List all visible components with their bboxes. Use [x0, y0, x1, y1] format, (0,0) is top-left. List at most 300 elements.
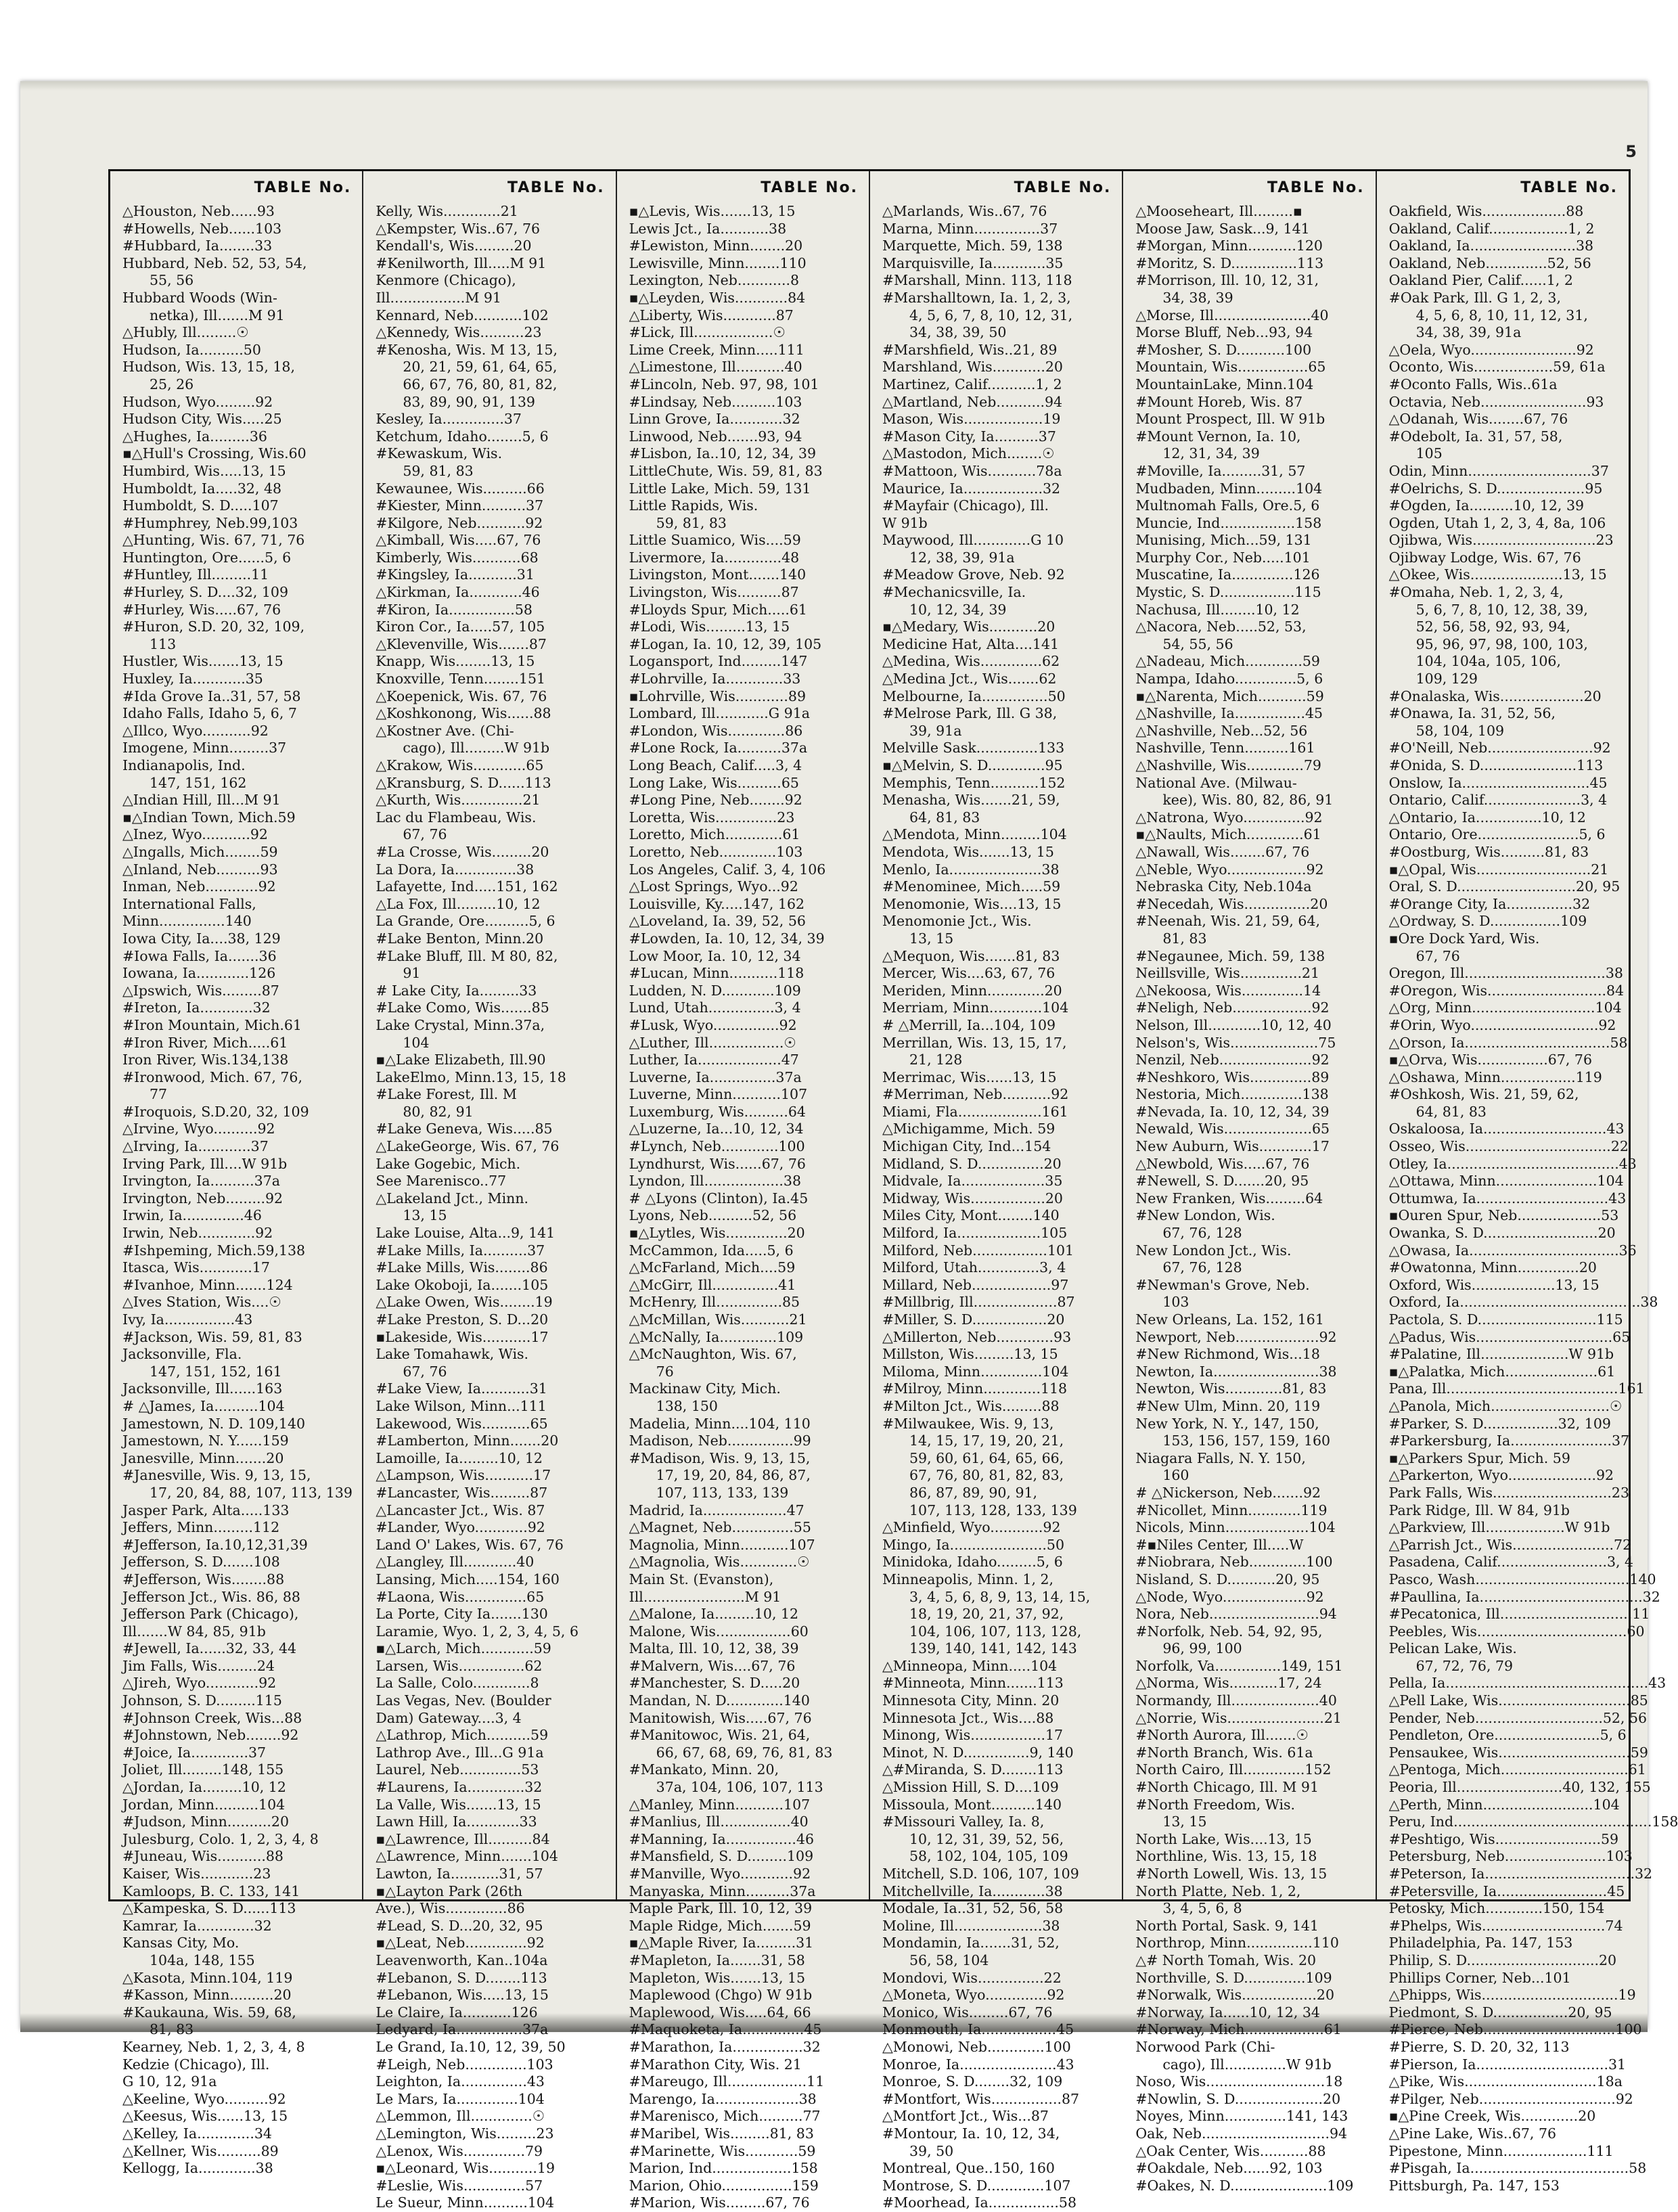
- station-entry: ▪Ouren Spur, Neb...................53: [1388, 1207, 1619, 1224]
- station-entry: Luverne, Minn...........107: [629, 1086, 808, 1103]
- station-entry: ▪△Indian Town, Mich.59: [122, 809, 296, 826]
- station-entry: #Lodi, Wis.........13, 15: [629, 618, 790, 635]
- station-entry: #Oak Park, Ill. G 1, 2, 3,: [1388, 289, 1561, 306]
- station-entry: △Parkview, Ill..................W 91b: [1388, 1519, 1610, 1536]
- station-entry: △Nashville, Wis.............79: [1135, 757, 1321, 773]
- station-entry: Nampa, Idaho..............5, 6: [1135, 671, 1323, 687]
- index-column-2: [362, 171, 615, 2211]
- station-entry: Merrillan, Wis. 13, 15, 17,: [882, 1034, 1067, 1051]
- station-entry: #Merriman, Neb...........92: [882, 1086, 1069, 1103]
- station-entry: △Kasota, Minn.104, 119: [122, 1969, 293, 1986]
- station-entry: Main St. (Evanston),: [629, 1571, 774, 1587]
- station-entry: △Mastodon, Mich........☉: [882, 445, 1055, 462]
- station-entry: #Iron River, Mich.....61: [122, 1034, 288, 1051]
- station-entry: LakeElmo, Minn.13, 15, 18: [376, 1068, 566, 1085]
- station-entry: Moose Jaw, Sask...9, 141: [1135, 220, 1310, 237]
- station-entry: #Phelps, Wis............................74: [1388, 1917, 1623, 1934]
- station-entry: Menlo, Ia.....................38: [882, 861, 1060, 878]
- station-entry: 77: [150, 1086, 168, 1103]
- station-entry: ▪△Naults, Mich.............61: [1135, 826, 1321, 843]
- station-entry: #Morgan, Minn...........120: [1135, 238, 1323, 254]
- station-entry: #Neshkoro, Wis..............89: [1135, 1068, 1330, 1085]
- station-entry: 64, 81, 83: [909, 809, 980, 826]
- table-number-header: TABLE No.: [1520, 179, 1618, 196]
- station-entry: #Nicollet, Minn............119: [1135, 1502, 1328, 1518]
- station-entry: Pana, Ill.......................................161: [1388, 1380, 1645, 1397]
- station-entry: ▪△Palatka, Mich.....................61: [1388, 1363, 1616, 1380]
- station-entry: Jordan, Minn..........104: [122, 1796, 286, 1813]
- station-entry: ▪△Opal, Wis..........................21: [1388, 861, 1609, 878]
- station-entry: ▪△Lytles, Wis..............20: [629, 1225, 805, 1242]
- station-entry: Monmouth, Ia.................45: [882, 2021, 1074, 2038]
- station-entry: Little Rapids, Wis.: [629, 497, 758, 514]
- station-entry: #Millbrig, Ill...................87: [882, 1294, 1075, 1311]
- station-entry: Magnolia, Minn...........107: [629, 1536, 815, 1553]
- station-entry: Mount Prospect, Ill. W 91b: [1135, 411, 1325, 428]
- station-entry: cago), Ill..............W 91b: [1162, 2056, 1332, 2073]
- station-entry: Irvington, Ia..........37a: [122, 1173, 280, 1190]
- station-entry: #Onalaska, Wis...................20: [1388, 687, 1602, 704]
- station-entry: Lac du Flambeau, Wis.: [376, 809, 537, 826]
- station-entry: #Lohrville, Ia.............33: [629, 671, 801, 687]
- station-entry: Ontario, Ore.......................5, 6: [1388, 826, 1606, 843]
- station-entry: Indianapolis, Ind.: [122, 757, 246, 773]
- station-entry: Ogden, Utah 1, 2, 3, 4, 8a, 106: [1388, 514, 1606, 531]
- station-entry: Jefferson Park (Chicago),: [122, 1606, 299, 1623]
- station-entry: △Irvine, Wyo..........92: [122, 1121, 275, 1137]
- station-entry: Mackinaw City, Mich.: [629, 1380, 781, 1397]
- station-entry: Kesley, Ia..............37: [376, 411, 522, 428]
- station-entry: #Kenosha, Wis. M 13, 15,: [376, 341, 558, 358]
- station-entry: △Moneta, Wyo..............92: [882, 1987, 1065, 2004]
- station-entry: kee), Wis. 80, 82, 86, 91: [1162, 792, 1334, 809]
- station-entry: Multnomah Falls, Ore.5, 6: [1135, 497, 1320, 514]
- station-entry: #Pierce, Neb..............................100: [1388, 2021, 1642, 2038]
- station-entry: Ave.), Wis..............86: [376, 1900, 525, 1917]
- station-entry: Nora, Neb.........................94: [1135, 1606, 1337, 1623]
- station-entry: Nebraska City, Neb.104a: [1135, 878, 1312, 895]
- station-entry: #Palatine, Ill....................W 91b: [1388, 1346, 1614, 1363]
- station-entry: #Lebanon, S. D........113: [376, 1969, 547, 1986]
- station-entry: △Marlands, Wis..67, 76: [882, 203, 1047, 219]
- station-entry: #North Chicago, Ill. M 91: [1135, 1779, 1319, 1796]
- station-entry: Iowa City, Ia....38, 129: [122, 930, 281, 947]
- station-entry: New Orleans, La. 152, 161: [1135, 1311, 1324, 1328]
- station-entry: #Mount Horeb, Wis. 87: [1135, 393, 1303, 410]
- station-entry: #Nevada, Ia. 10, 12, 34, 39: [1135, 1103, 1330, 1120]
- station-entry: #Norwalk, Wis.................20: [1135, 1987, 1334, 2004]
- station-entry: 59, 81, 83: [656, 514, 727, 531]
- station-entry: Lyndon, Ill..................38: [629, 1173, 801, 1190]
- station-entry: #Oconto Falls, Wis..61a: [1388, 376, 1558, 392]
- station-entry: Mondovi, Wis...............22: [882, 1969, 1062, 1986]
- station-entry: Midvale, Ia...................35: [882, 1173, 1063, 1190]
- station-entry: #Kasson, Minn..........20: [122, 1987, 292, 2004]
- station-entry: Irvington, Neb.........92: [122, 1190, 284, 1206]
- station-entry: Lansing, Mich.....154, 160: [376, 1571, 560, 1587]
- station-entry: Nisland, S. D...........20, 95: [1135, 1571, 1320, 1587]
- station-entry: New Franken, Wis.........64: [1135, 1190, 1323, 1206]
- station-entry: △Lemington, Wis.........23: [376, 2125, 554, 2142]
- station-entry: Hudson, Wis. 13, 15, 18,: [122, 359, 295, 376]
- station-entry: #Marshfield, Wis..21, 89: [882, 341, 1058, 358]
- station-entry: #Parkersburg, Ia.......................37: [1388, 1432, 1630, 1449]
- station-entry: 3, 4, 5, 6, 8: [1162, 1900, 1242, 1917]
- station-entry: #Maquoketa, Ia..............45: [629, 2021, 822, 2038]
- station-entry: △# North Tomah, Wis. 20: [1135, 1951, 1317, 1968]
- station-entry: Lawn Hill, Ia............33: [376, 1813, 537, 1830]
- station-entry: △Neble, Wyo..................92: [1135, 861, 1324, 878]
- station-entry: △Liberty, Wis............87: [629, 307, 794, 323]
- station-entry: △Mission Hill, S. D....109: [882, 1779, 1059, 1796]
- station-entry: △Perth, Minn.........................104: [1388, 1796, 1620, 1813]
- station-entry: Northrop, Minn...............110: [1135, 1935, 1339, 1951]
- station-entry: Philadelphia, Pa. 147, 153: [1388, 1935, 1573, 1951]
- station-entry: # △James, Ia..........104: [122, 1397, 285, 1414]
- station-entry: Little Suamico, Wis....59: [629, 532, 801, 549]
- station-entry: #Oostburg, Wis..........81, 83: [1388, 843, 1589, 860]
- station-entry: #Laurens, Ia.............32: [376, 1779, 543, 1796]
- station-entry: See Marenisco..77: [376, 1173, 507, 1190]
- station-entry: △Luzerne, Ia...10, 12, 34: [629, 1121, 804, 1137]
- index-column-5: [1122, 171, 1375, 2194]
- station-entry: #Norfolk, Neb. 54, 92, 95,: [1135, 1623, 1323, 1640]
- station-entry: △Norrie, Wis......................21: [1135, 1709, 1342, 1726]
- station-entry: 66, 67, 76, 80, 81, 82,: [403, 376, 558, 392]
- station-entry: 4, 5, 6, 7, 8, 10, 12, 31,: [909, 307, 1073, 323]
- station-entry: #Leslie, Wis..............57: [376, 2177, 543, 2194]
- station-entry: Kiron Cor., Ia.....57, 105: [376, 618, 545, 635]
- station-entry: #Onawa, Ia. 31, 52, 56,: [1388, 705, 1556, 722]
- station-entry: Mingo, Ia......................50: [882, 1536, 1064, 1553]
- station-entry: #Joice, Ia.............37: [122, 1744, 267, 1761]
- station-entry: #Orin, Wyo.............................92: [1388, 1016, 1616, 1033]
- station-entry: △Newbold, Wis.....67, 76: [1135, 1155, 1310, 1172]
- station-entry: Idaho Falls, Idaho 5, 6, 7: [122, 705, 297, 722]
- station-entry: 67, 76: [1415, 947, 1460, 964]
- station-entry: 76: [656, 1363, 674, 1380]
- station-entry: Oakland, Neb..............52, 56: [1388, 254, 1591, 271]
- station-entry: Milford, Utah..............3, 4: [882, 1259, 1066, 1276]
- station-entry: #Oakdale, Neb......92, 103: [1135, 2160, 1323, 2177]
- station-entry: △Okee, Wis.....................13, 15: [1388, 566, 1607, 583]
- station-entry: #Laona, Wis..............65: [376, 1588, 545, 1605]
- station-entry: Joliet, Ill.........148, 155: [122, 1761, 284, 1778]
- station-entry: Mapleton, Wis.......13, 15: [629, 1969, 806, 1986]
- station-entry: Oxford, Wis...................13, 15: [1388, 1276, 1600, 1293]
- station-entry: #Lucan, Minn...........118: [629, 965, 804, 982]
- station-entry: #Pilger, Neb...............................92: [1388, 2090, 1633, 2107]
- station-entry: #Morrison, Ill. 10, 12, 31,: [1135, 272, 1319, 289]
- station-entry: #La Crosse, Wis.........20: [376, 843, 549, 860]
- station-entry: #Kilgore, Neb...........92: [376, 514, 543, 531]
- station-entry: Le Mars, Ia..............104: [376, 2090, 545, 2107]
- station-entry: Michigan City, Ind...154: [882, 1138, 1051, 1155]
- station-entry: ▪△Leat, Neb..............92: [376, 1935, 545, 1951]
- station-entry: △Node, Wyo...................92: [1135, 1588, 1324, 1605]
- station-entry: △Minfield, Wyo............92: [882, 1519, 1061, 1536]
- station-entry: Peebles, Wis..................................60: [1388, 1623, 1645, 1640]
- station-entry: Nenzil, Neb.....................92: [1135, 1052, 1330, 1068]
- station-entry: #London, Wis.............86: [629, 722, 803, 739]
- station-entry: Hustler, Wis.......13, 15: [122, 653, 284, 670]
- station-entry: Munising, Mich...59, 131: [1135, 532, 1312, 549]
- station-entry: #Marion, Wis.........67, 76: [629, 2194, 810, 2211]
- station-entry: Huntington, Ore......5, 6: [122, 549, 292, 566]
- station-entry: #Pisgah, Ia....................................58: [1388, 2160, 1647, 2177]
- station-entry: Maurice, Ia..................32: [882, 480, 1061, 497]
- station-entry: #Moorhead, Ia................58: [882, 2194, 1077, 2211]
- station-entry: Northville, S. D..............109: [1135, 1969, 1332, 1986]
- station-entry: Lake Louise, Alta...9, 141: [376, 1225, 555, 1242]
- station-entry: Lake Crystal, Minn.37a,: [376, 1016, 545, 1033]
- station-entry: #Odebolt, Ia. 31, 57, 58,: [1388, 428, 1563, 445]
- station-entry: Jacksonville, Ill......163: [122, 1380, 283, 1397]
- station-entry: △Lenox, Wis..............79: [376, 2142, 543, 2159]
- station-entry: #Lake Mills, Wis........86: [376, 1259, 548, 1276]
- station-entry: #Menominee, Mich.....59: [882, 878, 1061, 895]
- station-entry: #Lake Como, Wis.......85: [376, 999, 549, 1016]
- station-entry: #Johnstown, Neb........92: [122, 1727, 299, 1744]
- station-entry: #Lloyds Spur, Mich.....61: [629, 601, 807, 618]
- station-entry: 160: [1162, 1467, 1189, 1484]
- station-entry: Nicols, Minn...................104: [1135, 1519, 1336, 1536]
- station-entry: Midland, S. D...............20: [882, 1155, 1062, 1172]
- station-entry: Marquisville, Ia............35: [882, 254, 1064, 271]
- station-entry: △Orson, Ia.................................58: [1388, 1034, 1628, 1051]
- station-entry: Philip, S. D..............................20: [1388, 1951, 1617, 1968]
- station-entry: Jacksonville, Fla.: [122, 1346, 242, 1363]
- station-entry: Montrose, S. D.............107: [882, 2177, 1071, 2194]
- station-entry: Minnesota Jct., Wis....88: [882, 1709, 1054, 1726]
- station-entry: Kelly, Wis.............21: [376, 203, 518, 219]
- station-entry: Janesville, Minn.......20: [122, 1449, 284, 1466]
- station-entry: ▪△Leyden, Wis............84: [629, 289, 806, 306]
- station-entry: Newald, Wis....................65: [1135, 1121, 1330, 1137]
- station-entry: △Kostner Ave. (Chi-: [376, 722, 514, 739]
- station-entry: #Lake Preston, S. D...20: [376, 1311, 549, 1328]
- station-entry: #Meadow Grove, Neb. 92: [882, 566, 1065, 583]
- station-entry: #Neenah, Wis. 21, 59, 64,: [1135, 913, 1321, 930]
- station-entry: △Luther, Ill.................☉: [629, 1034, 796, 1051]
- station-entry: ▪△Lake Elizabeth, Ill.90: [376, 1052, 546, 1068]
- station-entry: Livingston, Wis..........87: [629, 584, 799, 601]
- station-entry: ▪△Larch, Mich............59: [376, 1640, 551, 1657]
- station-entry: #Newell, S. D.......20, 95: [1135, 1173, 1309, 1190]
- station-entry: Oxford, Ia.........................................38: [1388, 1294, 1658, 1311]
- station-entry: #Huntley, Ill.........11: [122, 566, 269, 583]
- station-entry: Mystic, S. D.................115: [1135, 584, 1321, 601]
- station-entry: △Indian Hill, Ill...M 91: [122, 792, 281, 809]
- station-entry: Onslow, Ia.............................45: [1388, 774, 1608, 791]
- station-entry: North Portal, Sask. 9, 141: [1135, 1917, 1319, 1934]
- station-entry: #Kaukauna, Wis. 59, 68,: [122, 2004, 296, 2021]
- station-entry: Itasca, Wis............17: [122, 1259, 270, 1276]
- station-entry: 25, 26: [150, 376, 194, 392]
- station-entry: #Johnson Creek, Wis...88: [122, 1709, 302, 1726]
- station-entry: #Iron Mountain, Mich.61: [122, 1016, 302, 1033]
- station-entry: △Krakow, Wis............65: [376, 757, 544, 773]
- station-entry: Morse Bluff, Neb...93, 94: [1135, 324, 1313, 341]
- station-entry: Little Lake, Mich. 59, 131: [629, 480, 811, 497]
- station-entry: Long Lake, Wis..........65: [629, 774, 799, 791]
- station-entry: #Mattoon, Wis...........78a: [882, 462, 1062, 479]
- station-entry: △Pell Lake, Wis..............................85: [1388, 1692, 1648, 1709]
- station-entry: ▪△Lawrence, Ill..........84: [376, 1830, 550, 1847]
- station-entry: 104: [403, 1034, 430, 1051]
- station-entry: 5, 6, 7, 8, 10, 12, 38, 39,: [1415, 601, 1588, 618]
- station-entry: 81, 83: [1162, 930, 1207, 947]
- station-entry: #Hubbard, Ia........33: [122, 238, 273, 254]
- station-entry: ▪△Parkers Spur, Mich. 59: [1388, 1449, 1570, 1466]
- station-entry: 67, 76, 128: [1162, 1225, 1242, 1242]
- station-entry: ▪△Narenta, Mich...........59: [1135, 687, 1324, 704]
- station-entry: #Montfort, Wis................87: [882, 2090, 1080, 2107]
- station-entry: #Moritz, S. D...............113: [1135, 254, 1324, 271]
- station-entry: Low Moor, Ia. 10, 12, 34: [629, 947, 801, 964]
- station-entry: #Lusk, Wyo...............92: [629, 1016, 797, 1033]
- station-entry: #North Branch, Wis. 61a: [1135, 1744, 1313, 1761]
- station-entry: △Padus, Wis...............................65: [1388, 1328, 1631, 1345]
- station-entry: #Leigh, Neb..............103: [376, 2056, 553, 2073]
- station-entry: △Michigamme, Mich. 59: [882, 1121, 1056, 1137]
- station-entry: △Ontario, Ia...............10, 12: [1388, 809, 1586, 826]
- station-entry: △#Miranda, S. D........113: [882, 1761, 1064, 1778]
- station-entry: Ontario, Calif......................3, 4: [1388, 792, 1608, 809]
- station-entry: Jefferson, S. D.......108: [122, 1554, 280, 1571]
- station-entry: Minn...............140: [122, 913, 252, 930]
- station-entry: ▪△Layton Park (26th: [376, 1882, 523, 1899]
- station-entry: Dam) Gateway....3, 4: [376, 1709, 522, 1726]
- station-entry: Miami, Fla...................161: [882, 1103, 1068, 1120]
- station-entry: #Petersville, Ia.........................45: [1388, 1882, 1625, 1899]
- table-number-header: TABLE No.: [1014, 179, 1112, 196]
- station-entry: #Pierre, S. D. 20, 32, 113: [1388, 2038, 1570, 2055]
- station-entry: Lake Wilson, Minn...111: [376, 1397, 547, 1414]
- station-entry: △Mendota, Minn.........104: [882, 826, 1067, 843]
- station-entry: Manyaska, Minn..........37a: [629, 1882, 816, 1899]
- station-entry: # △Nickerson, Neb.......92: [1135, 1484, 1321, 1501]
- station-entry: △Ives Station, Wis....☉: [122, 1294, 281, 1311]
- station-entry: Menasha, Wis.......21, 59,: [882, 792, 1060, 809]
- station-entry: △Parrish Jct., Wis.......................72: [1388, 1536, 1632, 1553]
- station-entry: #Norway, Mich..................61: [1135, 2021, 1342, 2038]
- station-entry: Oakfield, Wis...................88: [1388, 203, 1584, 219]
- station-entry: Nelson, Ill............10, 12, 40: [1135, 1016, 1332, 1033]
- station-entry: 34, 38, 39, 91a: [1415, 324, 1522, 341]
- station-entry: Le Grand, Ia.10, 12, 39, 50: [376, 2038, 566, 2055]
- station-entry: Kearney, Neb. 1, 2, 3, 4, 8: [122, 2038, 305, 2055]
- station-entry: △Lake Owen, Wis........19: [376, 1294, 553, 1311]
- station-entry: Kennard, Neb...........102: [376, 307, 549, 323]
- station-entry: Lafayette, Ind.....151, 162: [376, 878, 558, 895]
- station-entry: Pactola, S. D...........................115: [1388, 1311, 1623, 1328]
- station-entry: 20, 21, 59, 61, 64, 65,: [403, 359, 558, 376]
- station-entry: Lombard, Ill............G 91a: [629, 705, 810, 722]
- station-entry: Maple Park, Ill. 10, 12, 39: [629, 1900, 813, 1917]
- station-entry: △Kurth, Wis..............21: [376, 792, 541, 809]
- station-entry: Niagara Falls, N. Y. 150,: [1135, 1449, 1306, 1466]
- station-entry: Kendall's, Wis.........20: [376, 238, 532, 254]
- station-entry: ▪△Orva, Wis................67, 76: [1388, 1052, 1592, 1068]
- station-entry: Mountain, Wis................65: [1135, 359, 1326, 376]
- station-entry: Ledyard, Ia...............37a: [376, 2021, 549, 2038]
- station-entry: Leavenworth, Kan..104a: [376, 1951, 548, 1968]
- station-entry: Millard, Neb..................97: [882, 1276, 1069, 1293]
- station-entry: △Mequon, Wis.......81, 83: [882, 947, 1060, 964]
- station-entry: Le Claire, Ia...........126: [376, 2004, 538, 2021]
- station-entry: Meriden, Minn.............20: [882, 982, 1062, 999]
- station-entry: Lake Tomahawk, Wis.: [376, 1346, 529, 1363]
- station-entry: 64, 81, 83: [1415, 1103, 1487, 1120]
- station-entry: #Orange City, Ia...............32: [1388, 895, 1591, 912]
- station-entry: Menomonie Jct., Wis.: [882, 913, 1032, 930]
- station-entry: Osseo, Wis.................................22: [1388, 1138, 1629, 1155]
- station-entry: Kellogg, Ia.............38: [122, 2160, 273, 2177]
- station-entry: Maple Ridge, Mich.......59: [629, 1917, 811, 1934]
- station-entry: North Lake, Wis....13, 15: [1135, 1830, 1312, 1847]
- station-entry: MountainLake, Minn.104: [1135, 376, 1314, 392]
- station-entry: Luxemburg, Wis..........64: [629, 1103, 806, 1120]
- table-number-header: TABLE No.: [254, 179, 352, 196]
- station-entry: Montreal, Que..150, 160: [882, 2160, 1055, 2177]
- station-entry: #Ireton, Ia............32: [122, 999, 271, 1016]
- station-entry: Irwin, Neb.............92: [122, 1225, 273, 1242]
- station-entry: Pasco, Wash...................................140: [1388, 1571, 1656, 1587]
- station-entry: △Minneopa, Minn.....104: [882, 1657, 1058, 1674]
- station-entry: #Melrose Park, Ill. G 38,: [882, 705, 1058, 722]
- station-entry: #Omaha, Neb. 1, 2, 3, 4,: [1388, 584, 1564, 601]
- station-entry: Luverne, Ia...............37a: [629, 1068, 802, 1085]
- station-entry: 95, 96, 97, 98, 100, 103,: [1415, 635, 1588, 652]
- station-entry: Moline, Ill....................38: [882, 1917, 1060, 1934]
- station-entry: Park Falls, Wis...........................23: [1388, 1484, 1630, 1501]
- station-entry: △Ottawa, Minn.......................104: [1388, 1173, 1624, 1190]
- station-entry: Mendota, Wis.......13, 15: [882, 843, 1054, 860]
- station-entry: Oskaloosa, Ia............................43: [1388, 1121, 1625, 1137]
- station-entry: △Magnolia, Wis.............☉: [629, 1554, 810, 1571]
- station-entry: △Mooseheart, Ill.........▪: [1135, 203, 1302, 219]
- station-entry: #North Freedom, Wis.: [1135, 1796, 1296, 1813]
- station-entry: #Necedah, Wis...............20: [1135, 895, 1328, 912]
- station-entry: #Manchester, S. D.....20: [629, 1675, 800, 1692]
- station-entry: #Mankato, Minn. 20,: [629, 1761, 779, 1778]
- station-entry: Lake Okoboji, Ia.......105: [376, 1276, 549, 1293]
- station-entry: Oral, S. D...........................20, 95: [1388, 878, 1620, 895]
- station-entry: #Ishpeming, Mich.59,138: [122, 1242, 306, 1259]
- station-entry: Lathrop Ave., Ill...G 91a: [376, 1744, 544, 1761]
- station-entry: Lexington, Neb............8: [629, 272, 800, 289]
- station-entry: #Mapleton, Ia.......31, 58: [629, 1951, 805, 1968]
- station-entry: # △Lyons (Clinton), Ia.45: [629, 1190, 809, 1206]
- station-entry: △Loveland, Ia. 39, 52, 56: [629, 913, 806, 930]
- station-entry: 138, 150: [656, 1397, 718, 1414]
- station-entry: #Kiester, Minn..........37: [376, 497, 544, 514]
- station-entry: #Marenisco, Mich..........77: [629, 2108, 821, 2125]
- station-entry: Norfolk, Va...............149, 151: [1135, 1657, 1343, 1674]
- station-entry: Imogene, Minn.........37: [122, 740, 287, 757]
- station-entry: #Oakes, N. D......................109: [1135, 2177, 1354, 2194]
- station-entry: Medicine Hat, Alta....141: [882, 635, 1060, 652]
- station-entry: Piedmont, S. D.................20, 95: [1388, 2004, 1612, 2021]
- station-entry: La Valle, Wis.......13, 15: [376, 1796, 541, 1813]
- station-entry: Livermore, Ia.............48: [629, 549, 800, 566]
- station-entry: 58, 102, 104, 105, 109: [909, 1848, 1068, 1865]
- station-entry: Pittsburgh, Pa. 147, 153: [1388, 2177, 1560, 2194]
- station-entry: 18, 19, 20, 21, 37, 92,: [909, 1606, 1064, 1623]
- station-entry: Luther, Ia...................47: [629, 1052, 799, 1068]
- station-entry: △Medina, Wis..............62: [882, 653, 1060, 670]
